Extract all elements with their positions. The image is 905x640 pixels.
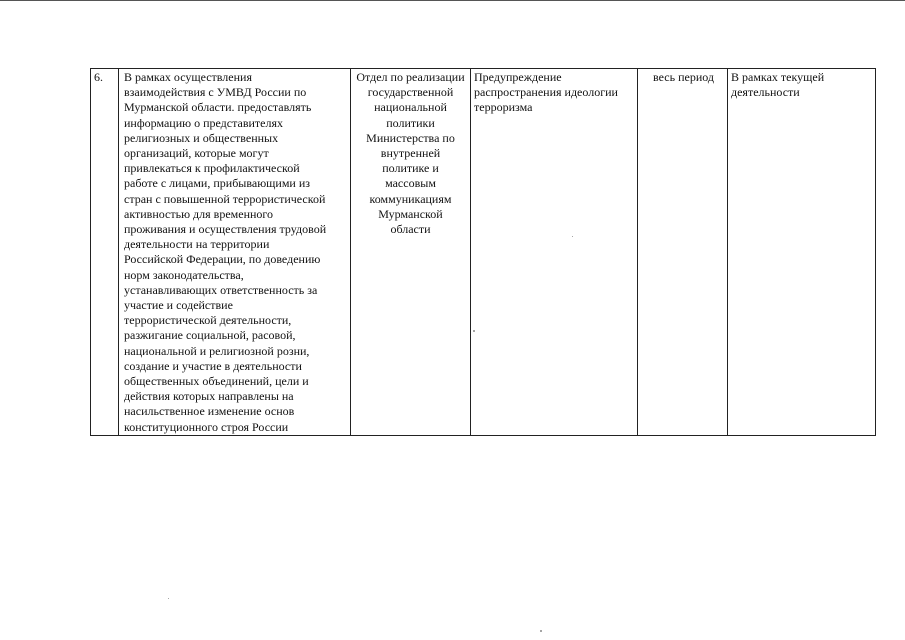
result-text: В рамках текущей деятельности xyxy=(731,70,825,100)
goal-text: Предупреждение распространения идеологии терроризма xyxy=(474,70,618,115)
term-text: весь период xyxy=(653,70,714,84)
row-number: 6. xyxy=(94,70,103,84)
measure-cell xyxy=(119,69,351,436)
term-cell xyxy=(638,69,728,436)
executor-cell xyxy=(351,69,471,436)
executor-text: Отдел по реализации государственной национальной политики Министерства по внутренней политике и массовым коммуникациям Мурманской области xyxy=(356,70,465,237)
scan-speck xyxy=(473,330,475,332)
result-cell xyxy=(728,69,876,436)
scan-edge-line xyxy=(0,0,905,2)
measures-table xyxy=(90,68,876,436)
row-number-cell xyxy=(91,69,119,436)
scan-speck xyxy=(168,598,169,599)
measure-text: В рамках осуществления взаимодействия с УМВД России по Мурманской области. предоставлять информацию о представителях религиозных и общественных организаций, которые могут привлекаться к профилактической работе с лицами, прибывающими из стран с повышенной террористической активностью для временного проживания и осуществления трудовой деятельности на территории Российской Федерации, по доведению норм законодательства, устанавливающих ответственность за участие и содействие террористической деятельности, разжигание социальной, расовой, национальной и религиозной розни, создание и участие в деятельности общественных объединений, цели и действия которых направлены на насильственное изменение основ конституционного строя России xyxy=(124,70,327,434)
scan-speck xyxy=(540,630,542,632)
table-row xyxy=(91,69,876,436)
scan-speck xyxy=(572,236,573,237)
goal-cell xyxy=(471,69,638,436)
